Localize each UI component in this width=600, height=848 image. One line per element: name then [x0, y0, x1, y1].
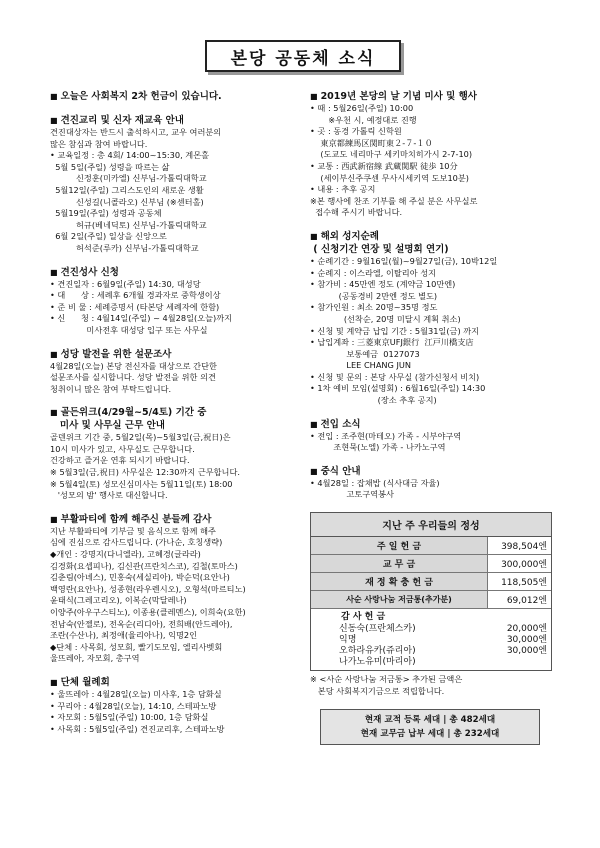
section-lunch — [310, 465, 560, 501]
page-title: 본당 공동체 소식 — [230, 48, 376, 69]
section-parish-day — [310, 90, 560, 219]
square-bullet-icon: ■ — [50, 116, 58, 125]
household-count-box — [320, 709, 540, 745]
section-body: • 전입 : 조주현(마테오) 가족 - 시부야구역 조현묵(노엘) 가족 - 나카노구역 — [310, 430, 462, 453]
square-bullet-icon: ■ — [50, 514, 58, 524]
section-body: • 울뜨레아 : 4월28일(오늘) 미사후, 1층 담화실 • 꾸리아 : 4월28일(오늘), 14:10, 스테파노방 • 자모회 : 5월5일(주일) 10:00, 1층 담화실 • 사목회 : 5월5일(주일) 견진교리후, 스테파노방 — [50, 688, 225, 734]
section-body: 견진대상자는 반드시 출석하시고, 교우 여러분의 많은 참심과 참여 바랍니다. • 교육일정 : 총 4회/ 14:00~15:30, 계몬홀 5월 5일(주일) 성령을 따르는 삶 신정훈(미카엘) 신부님-가톨릭대학교 5월12일(주일) 그리스도인의 새로운 생활 신성길(니콜라오) 신부님 (※센터홀) 5월19일(주일) 성령과 공동체 허규(베네딕토) 신부님-가톨릭대학교 6월 2일(주일) 일상을 신앙으로 허석준(루카) 신부님-가톨릭대학교 — [50, 127, 222, 253]
page-title-box — [205, 40, 401, 72]
section-body: • 때 : 5월26일(주일) 10:00 ※우천 시, 예정대로 진행 • 곳 : 동경 가톨릭 신학원 東京都練馬区関町東２-７-１０ (도교도 네리마구 세키마치히가시 2-7-10) • 교통 : 西武新宿線 武蔵関駅 徒歩 10分 (세이부신주쿠센 무사시세키역 도보10분) • 내용 : 추후 공지 ※본 행사에 찬조 기부를 해 주실 분은 사무실로 접수해 주시기 바랍니다. — [310, 103, 478, 218]
offering-note: ※ <사순 사랑나눔 저금통> 추가된 금액은 본당 사회복지기금으로 적립합니다. — [310, 674, 463, 696]
section-golden-week — [50, 406, 306, 502]
thanks-offering — [311, 609, 551, 670]
square-bullet-icon: ■ — [50, 267, 58, 277]
section-body: • 견진일자 : 6월9일(주일) 14:30, 대성당 • 대 상 : 세례후 6개월 경과자로 중학생이상 • 준 비 물 : 세례증명서 (타본당 세례자에 한함) • 신 청 : 4월14일(주일) ~ 4월28일(오늘)까지 미사전후 대성당 입구 또는 사무실 — [50, 278, 233, 335]
section-heading: 견진성사 신청 — [60, 266, 119, 278]
square-bullet-icon: ■ — [50, 408, 58, 418]
dues-paying-households: 현재 교무금 납부 세대 | 총 232세대 — [360, 729, 500, 740]
section-body: • 4월28일 : 잡채밥 (식사대금 자율) 고토구역봉사 — [310, 477, 440, 500]
section-confirmation-apply — [50, 266, 306, 337]
square-bullet-icon: ■ — [50, 92, 58, 101]
list-item: 오하라유카(쥬리아) 30,000엔 — [339, 646, 547, 657]
section-monthly-meetings — [50, 676, 306, 735]
table-row: 사순 사랑나눔 저금통(추가분) 69,012엔 — [311, 591, 551, 609]
section-body: 4월28일(오늘) 본당 전신자를 대상으로 간단한 설문조사를 실시합니다. 성당 발전을 위한 의견 청취이니 많은 참여 부탁드립니다. — [50, 360, 217, 394]
table-row: 교 무 금 300,000엔 — [311, 555, 551, 573]
square-bullet-icon: ■ — [50, 349, 58, 359]
section-body: 골덴위크 기간 중, 5월2일(목)~5월3일(금,祝日)은 10시 미사가 있고, 사무실도 근무합니다. 건강하고 즐거운 연휴 되시기 바랍니다. ※ 5월3일(금,祝日) 사무실은 12:30까지 근무합니다. ※ 5월4일(토) 성모신심미사는 5월11일(토) 18:00 '성모의 밤' 행사로 대신합니다. — [50, 432, 240, 501]
section-heading: 골든위크(4/29월~5/4토) 기간 중 미사 및 사무실 근무 안내 — [59, 407, 207, 432]
section-heading: 견진교리 및 신자 재교육 안내 — [60, 115, 184, 126]
thanks-heading: 감 사 헌 금 — [341, 612, 386, 623]
section-heading: 성당 발전을 위한 설문조사 — [60, 348, 172, 360]
square-bullet-icon: ■ — [310, 466, 318, 476]
section-heading: 단체 월례회 — [60, 676, 110, 688]
table-row: 재 정 확 충 헌 금 118,505엔 — [311, 573, 551, 591]
list-item: 익명 30,000엔 — [339, 635, 547, 646]
registered-households: 현재 교적 등록 세대 | 총 482세대 — [364, 715, 496, 726]
list-item: 신동숙(프란체스카) 20,000엔 — [339, 624, 547, 635]
section-heading: 부활파티에 함께 해주신 분들께 감사 — [60, 513, 212, 525]
list-item: 나가노유미(마리아) — [339, 657, 416, 668]
left-column — [50, 90, 306, 746]
section-heading: 오늘은 사회복지 2차 헌금이 있습니다. — [60, 91, 222, 102]
section-heading: 해외 성지순례 ( 신청기간 연장 및 설명회 연기) — [313, 230, 449, 255]
section-confirmation-class — [50, 114, 306, 255]
section-body: 지난 부활파티에 기부금 및 음식으로 함께 해주 심에 진심으로 감사드립니다. (가나순, 호칭생략) ◆개인 : 강명지(다니엘라), 고혜경(글라라) 김경화(요셉피나), 김신관(프란치스코), 김철(토마스) 김춘림(아녜스), 민홍숙(세실리아), 박순덕(요안나) 백영란(요안나), 성종현(라우렌시오), 오형석(마르티노) 윤태식(그레고리오), 이복순(막달레나) 이양주(아우구스티노), 이종용(클레멘스), 이희숙(요한) 전남숙(안젤로), 전옥순(리디아), 전희배(안드레아), 조란(수산나), 최정애(율리아나), 익명2인 ◆단체 : 사목회, 성모회, 빨기도모임, 엘리사벳회 울뜨레아, 자모회, 총구역 — [50, 525, 246, 664]
section-heading: 전입 소식 — [320, 418, 361, 430]
offering-table — [310, 512, 552, 671]
square-bullet-icon: ■ — [50, 677, 58, 687]
section-heading: 2019년 본당의 날 기념 미사 및 행사 — [320, 91, 477, 102]
square-bullet-icon: ■ — [310, 92, 318, 101]
section-pilgrimage — [310, 230, 560, 407]
notice-second-collection — [50, 90, 306, 103]
section-survey — [50, 348, 306, 396]
square-bullet-icon: ■ — [310, 231, 318, 241]
section-transfer-in — [310, 418, 560, 454]
table-row: 주 일 헌 금 398,504엔 — [311, 537, 551, 555]
section-easter-thanks — [50, 513, 306, 665]
section-body: • 순례기간 : 9월16일(월)~9월27일(금), 10박12일 • 순례지 : 이스라엘, 이탈리아 성지 • 참가비 : 45만엔 정도 (계약금 10만엔) (공동경비 2만엔 정도 별도) • 참가인원 : 최소 20명~35명 정도 (선착순, 20명 미달시 계획 취소) • 신청 및 계약금 납입 기간 : 5월31일(금) 까지 • 납입계좌 : 三菱東京UFJ銀行 江戸川橋支店 보통예금 0127073 LEE CHANG JUN • 신청 및 문의 : 본당 사무실 (참가신청서 비치) • 1차 예비 모임(설명회) : 6월16일(주일) 14:30 (장소 추후 공지) — [310, 255, 498, 406]
offering-caption: 지난 주 우리들의 정성 — [311, 513, 551, 537]
square-bullet-icon: ■ — [310, 419, 318, 429]
section-heading: 중식 안내 — [320, 465, 361, 477]
right-column — [310, 90, 560, 745]
